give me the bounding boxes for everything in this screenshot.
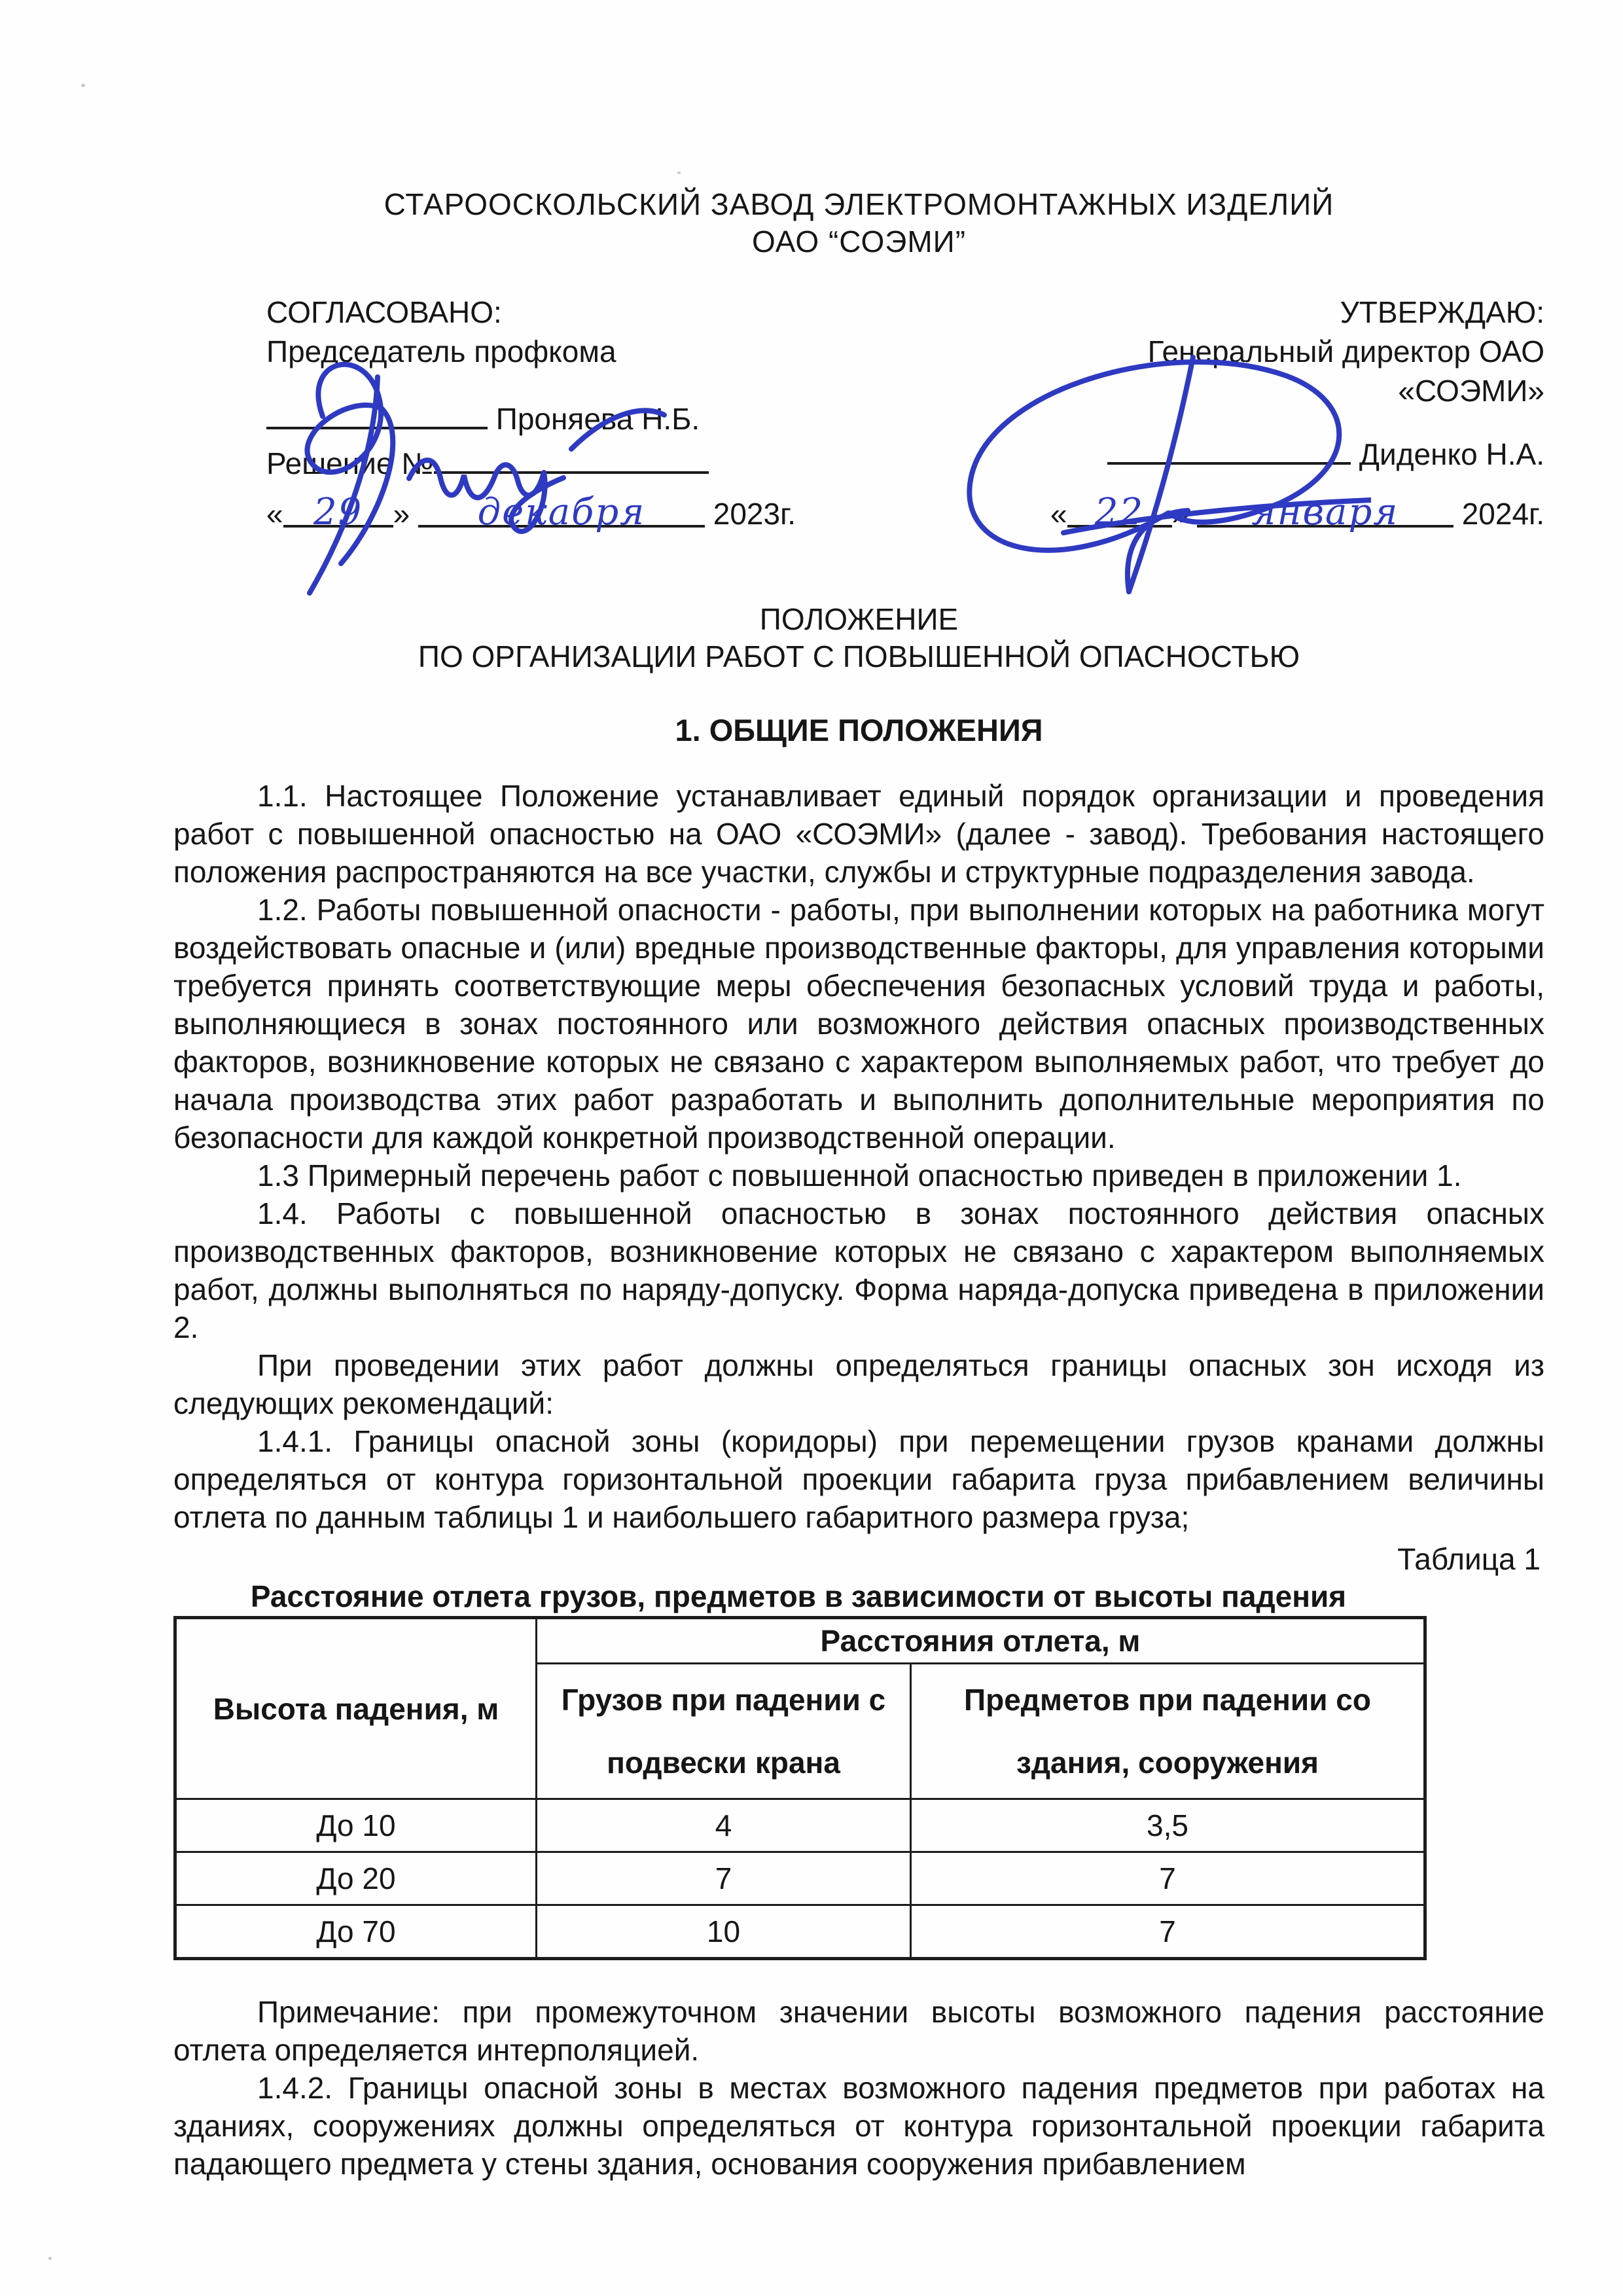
paragraph-1-4-1: 1.4.1. Границы опасной зоны (коридоры) при перемещении грузов кранами должны определяться от контура горизонтальной проекции габарита груза прибавлением величины отлета по данным таблицы 1 и наибольшего габаритного размера груза; (173, 1424, 1544, 1534)
section-1-body (173, 777, 1544, 1536)
paragraph-1-4-intro: При проведении этих работ должны определяться границы опасных зон исходя из следующих рекомендаций: (173, 1348, 1544, 1420)
paragraph-1-2: 1.2. Работы повышенной опасности - работы, при выполнении которых на работника могут воздействовать опасные и (или) вредные производственные факторы, для управления которыми требуется принять соответствующие меры обеспечения безопасных условий труда и работы, выполняющиеся в зонах постоянного или возможного действия опасных производственных факторов, возникновение которых не связано с характером выполняемых работ, что требует до начала производства этих работ разработать и выполнить дополнительные мероприятия по безопасности для каждой конкретной производственной операции. (173, 893, 1544, 1155)
section-1-heading: 1. ОБЩИЕ ПОЛОЖЕНИЯ (675, 713, 1043, 747)
agreed-signature-line (266, 401, 700, 437)
handwritten-day: 22 (1094, 491, 1145, 533)
document-title-line2: ПО ОРГАНИЗАЦИИ РАБОТ С ПОВЫШЕННОЙ ОПАСНОСТЬЮ (418, 639, 1300, 673)
approved-name: Диденко Н.А. (1359, 437, 1544, 471)
handwritten-month: декабря (477, 491, 646, 533)
table-1-title: Расстояние отлета грузов, предметов в зависимости от высоты падения (250, 1579, 1347, 1613)
decision-label: Решение № (266, 446, 434, 480)
agreed-year: 2023г. (713, 497, 796, 531)
approved-year: 2024г. (1461, 497, 1544, 531)
paragraph-1-3: 1.3 Примерный перечень работ с повышенной опасностью приведен в приложении 1. (257, 1158, 1462, 1193)
organization-header (173, 0, 1544, 260)
agreed-role: Председатель профкома (266, 334, 616, 368)
agreed-date-line (266, 491, 796, 531)
header-objects-from-building: Предметов при падении со здания, сооружения (911, 1664, 1425, 1799)
signature-underline (266, 401, 488, 429)
document-title-line1: ПОЛОЖЕНИЕ (759, 602, 959, 636)
close-quote: » (393, 497, 410, 531)
agreed-label: СОГЛАСОВАНО: (266, 295, 502, 329)
table-note: Примечание: при промежуточном значении высоты возможного падения расстояние отлета определяется интерполяцией. (173, 1995, 1544, 2067)
cell-height: До 10 (175, 1799, 537, 1852)
cell-height: До 20 (175, 1852, 537, 1905)
agreed-name: Проняева Н.Б. (495, 402, 700, 436)
scan-speck (48, 2257, 52, 2260)
approved-date-line (1050, 491, 1544, 531)
approved-role-line2: «СОЭМИ» (1398, 374, 1544, 408)
fall-distance-table (173, 1616, 1427, 1960)
table-row (175, 1852, 1425, 1905)
close-quote: » (1171, 497, 1189, 531)
cell-load: 10 (537, 1905, 911, 1959)
paragraph-1-4: 1.4. Работы с повышенной опасностью в зонах постоянного действия опасных производственных факторов, возникновение которых не связано с характером выполняемых работ, должны выполняться по наряду-допуску. Форма наряда-допуска приведена в приложении 2. (173, 1196, 1544, 1344)
document-title (173, 601, 1544, 675)
paragraph-1-1: 1.1. Настоящее Положение устанавливает единый порядок организации и проведения работ с повышенной опасностью на ОАО «СОЭМИ» (далее - завод). Требования настоящего положения распространяются на все участки, службы и структурные подразделения завода. (173, 779, 1544, 889)
cell-load: 4 (537, 1799, 911, 1852)
decision-underline (434, 445, 709, 474)
table-1-caption: Таблица 1 (1397, 1542, 1541, 1576)
cell-object: 7 (911, 1852, 1425, 1905)
open-quote: « (266, 497, 283, 531)
header-flight-distance-group: Расстояния отлета, м (537, 1618, 1425, 1664)
open-quote: « (1050, 497, 1067, 531)
approved-role-line1: Генеральный директор ОАО (1147, 334, 1544, 368)
signature-underline (1107, 436, 1351, 465)
paragraph-1-4-2: 1.4.2. Границы опасной зоны в местах возможного падения предметов при работах на зданиях, сооружениях должны определяться от контура горизонтальной проекции габарита падающего предмета у стены здания, основания сооружения прибавлением (173, 2071, 1544, 2181)
handwritten-day: 29 (313, 491, 363, 533)
table-row (175, 1799, 1425, 1852)
table-row (175, 1905, 1425, 1959)
decision-line (266, 445, 709, 481)
cell-height: До 70 (175, 1905, 537, 1959)
handwritten-month: января (1251, 491, 1399, 533)
approved-label: УТВЕРЖДАЮ: (1340, 295, 1544, 329)
cell-load: 7 (537, 1852, 911, 1905)
organization-name: СТАРООСКОЛЬСКИЙ ЗАВОД ЭЛЕКТРОМОНТАЖНЫХ ИЗДЕЛИЙ (383, 187, 1334, 221)
organization-abbreviation: ОАО “СОЭМИ” (751, 224, 967, 259)
header-loads-from-crane: Грузов при падении с подвески крана (537, 1664, 911, 1799)
cell-object: 7 (911, 1905, 1425, 1959)
approval-block (173, 291, 1544, 564)
header-fall-height: Высота падения, м (175, 1618, 537, 1799)
cell-object: 3,5 (911, 1799, 1425, 1852)
approved-signature-line (1107, 436, 1544, 472)
section-1-continued (173, 1993, 1544, 2183)
